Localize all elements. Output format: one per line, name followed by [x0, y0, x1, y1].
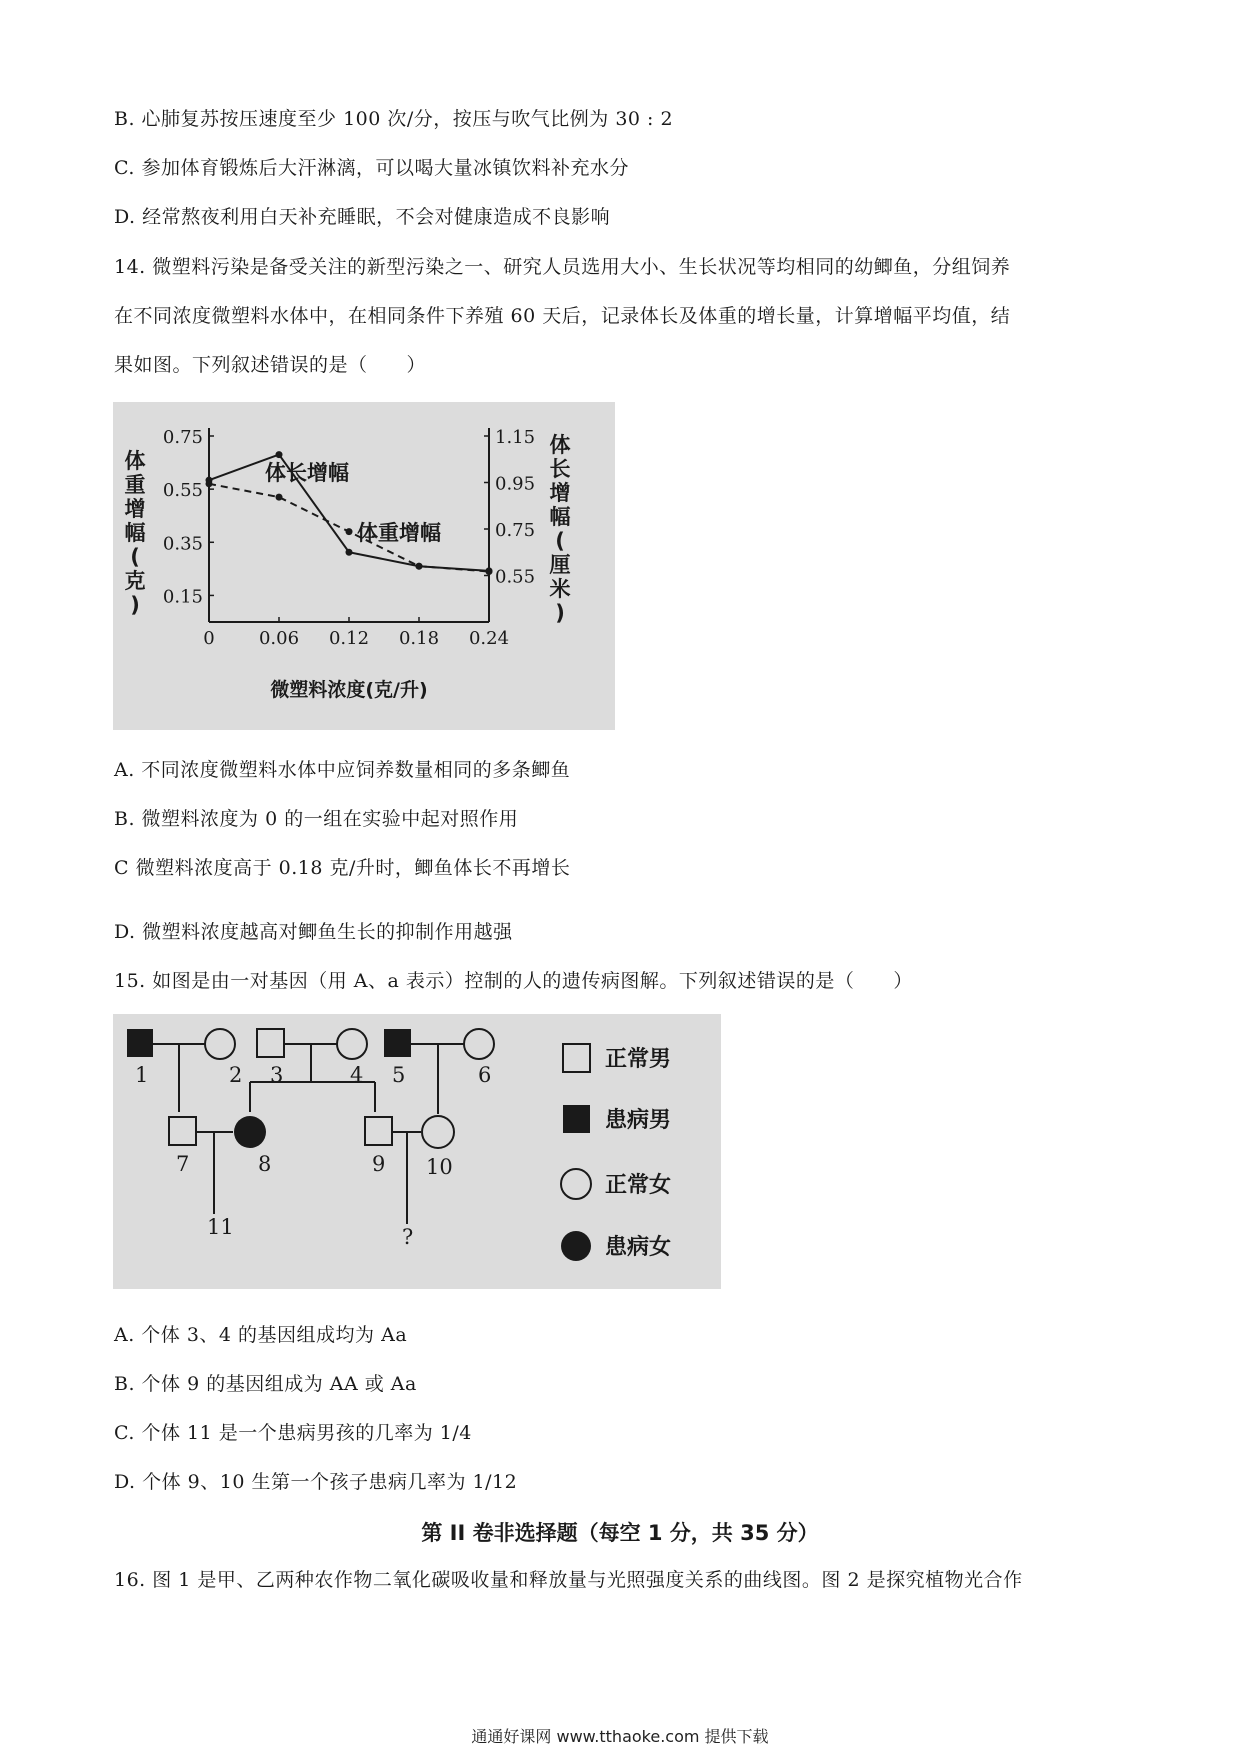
chart-right-tick-label: 0.75 — [495, 520, 536, 541]
chart-left-axis-label-char: ) — [130, 593, 140, 617]
chart-left-axis-label-char: ( — [130, 545, 140, 569]
individual-3-normal-male — [257, 1029, 284, 1057]
label-4: 4 — [350, 1063, 364, 1087]
label-6: 6 — [478, 1063, 492, 1087]
chart-left-tick-label: 0.55 — [162, 480, 203, 502]
label-10: 10 — [426, 1155, 453, 1179]
individual-5-affected-male — [384, 1029, 411, 1057]
q15-option-c: C. 个体 11 是一个患病男孩的几率为 1/4 — [114, 1422, 472, 1444]
chart-point-series-1 — [416, 563, 423, 570]
legend-affected-female-label: 患病女 — [605, 1235, 672, 1260]
q16-stem-line1: 16. 图 1 是甲、乙两种农作物二氧化碳吸收量和释放量与光照强度关系的曲线图。图 2 是探究植物光合作 — [114, 1569, 1023, 1591]
label-2: 2 — [229, 1063, 243, 1087]
legend-affected-female-symbol — [561, 1231, 591, 1261]
legend-affected-male-symbol — [563, 1105, 590, 1133]
legend-affected-male-label: 患病男 — [605, 1108, 672, 1133]
q13-option-c: C. 参加体育锻炼后大汗淋漓，可以喝大量冰镇饮料补充水分 — [114, 157, 629, 179]
q14-option-b: B. 微塑料浓度为 0 的一组在实验中起对照作用 — [114, 808, 519, 830]
chart-x-tick-label: 0.24 — [468, 628, 510, 649]
section-2-heading: 第 II 卷非选择题（每空 1 分，共 35 分） — [421, 1521, 819, 1545]
label-unknown-child: ? — [402, 1225, 414, 1249]
chart-left-tick-label: 0.35 — [162, 533, 203, 555]
individual-6-normal-female — [464, 1029, 494, 1059]
chart-right-axis-label-char: 长 — [549, 457, 571, 481]
chart-right-axis-label-char: 幅 — [549, 505, 571, 529]
chart-left-tick-label: 0.15 — [162, 586, 203, 608]
chart-right-axis-label-char: 体 — [549, 433, 571, 457]
chart-right-axis-label-char: ) — [555, 601, 565, 625]
chart-right-axis-label-char: ( — [555, 529, 565, 553]
individual-10-normal-female — [422, 1116, 454, 1148]
legend-normal-male-symbol — [563, 1044, 590, 1072]
label-9: 9 — [372, 1152, 386, 1176]
individual-8-affected-female — [234, 1116, 266, 1148]
q14-chart-figure — [113, 402, 615, 730]
label-1: 1 — [135, 1063, 149, 1087]
label-5: 5 — [392, 1063, 406, 1087]
chart-x-tick-label: 0.06 — [258, 628, 300, 649]
chart-left-axis-label-char: 幅 — [124, 521, 146, 545]
q14-option-d: D. 微塑料浓度越高对鲫鱼生长的抑制作用越强 — [114, 921, 513, 943]
q15-pedigree-figure — [113, 1014, 721, 1289]
label-7: 7 — [176, 1152, 190, 1176]
q14-stem-line3: 果如图。下列叙述错误的是（ ） — [114, 354, 427, 376]
chart-left-tick-label: 0.75 — [162, 427, 203, 448]
q15-option-a: A. 个体 3、4 的基因组成均为 Aa — [114, 1324, 408, 1346]
legend-normal-female-symbol — [561, 1169, 591, 1199]
chart-point-series-1 — [346, 528, 353, 535]
chart-point-series-1 — [276, 494, 283, 501]
individual-9-normal-male — [365, 1117, 392, 1145]
chart-right-tick-label: 0.95 — [495, 473, 536, 495]
q13-option-b: B. 心肺复苏按压速度至少 100 次/分，按压与吹气比例为 30 : 2 — [114, 108, 674, 130]
label-8: 8 — [258, 1152, 272, 1176]
chart-x-tick-label: 0.12 — [328, 628, 370, 649]
label-11: 11 — [207, 1215, 234, 1239]
chart-point-series-1 — [486, 568, 493, 575]
chart-point-series-1 — [206, 480, 213, 487]
pedigree-diagram — [113, 1014, 721, 1289]
chart-left-axis-label-char: 克 — [124, 569, 146, 593]
chart-right-axis-label-char: 增 — [549, 481, 571, 505]
chart-right-axis-label-char: 米 — [549, 577, 571, 601]
legend-normal-male-label: 正常男 — [605, 1047, 672, 1072]
label-3: 3 — [270, 1063, 284, 1087]
chart-point-series-0 — [346, 549, 353, 556]
chart-left-axis-label-char: 体 — [124, 449, 146, 473]
individual-4-normal-female — [337, 1029, 367, 1059]
legend-normal-female-label: 正常女 — [605, 1173, 672, 1198]
q14-stem-line1: 14. 微塑料污染是备受关注的新型污染之一、研究人员选用大小、生长状况等均相同的幼鲫鱼，分组饲养 — [114, 256, 1011, 278]
microplastic-chart — [113, 402, 615, 730]
chart-right-tick-label: 0.55 — [495, 566, 536, 588]
q15-option-d: D. 个体 9、10 生第一个孩子患病几率为 1/12 — [114, 1471, 518, 1493]
q15-stem-line1: 15. 如图是由一对基因（用 A、a 表示）控制的人的遗传病图解。下列叙述错误的是（ ） — [114, 970, 913, 992]
chart-right-tick-label: 1.15 — [495, 427, 536, 448]
q15-option-b: B. 个体 9 的基因组成为 AA 或 Aa — [114, 1373, 417, 1395]
individual-1-affected-male — [127, 1029, 153, 1057]
q14-option-a: A. 不同浓度微塑料水体中应饲养数量相同的多条鲫鱼 — [114, 759, 571, 781]
page-footer: 通通好课网 www.tthaoke.com 提供下载 — [471, 1727, 769, 1746]
q13-option-d: D. 经常熬夜利用白天补充睡眠，不会对健康造成不良影响 — [114, 206, 611, 228]
individual-7-normal-male — [169, 1117, 196, 1145]
chart-series-line-1 — [209, 484, 489, 572]
chart-series-label-length: 体长增幅 — [265, 461, 349, 485]
chart-x-tick-label: 0 — [203, 628, 215, 649]
chart-x-axis-label: 微塑料浓度(克/升) — [270, 679, 428, 701]
chart-x-tick-label: 0.18 — [398, 628, 440, 649]
chart-left-axis-label-char: 增 — [124, 497, 146, 521]
q14-stem-line2: 在不同浓度微塑料水体中，在相同条件下养殖 60 天后，记录体长及体重的增长量，计算增幅平均值，结 — [114, 305, 1011, 327]
chart-point-series-0 — [276, 451, 283, 458]
q14-option-c: C 微塑料浓度高于 0.18 克/升时，鲫鱼体长不再增长 — [114, 857, 571, 879]
chart-right-axis-label-char: 厘 — [549, 553, 571, 577]
chart-series-label-weight: 体重增幅 — [357, 521, 441, 545]
individual-2-normal-female — [205, 1029, 235, 1059]
chart-left-axis-label-char: 重 — [124, 473, 146, 497]
